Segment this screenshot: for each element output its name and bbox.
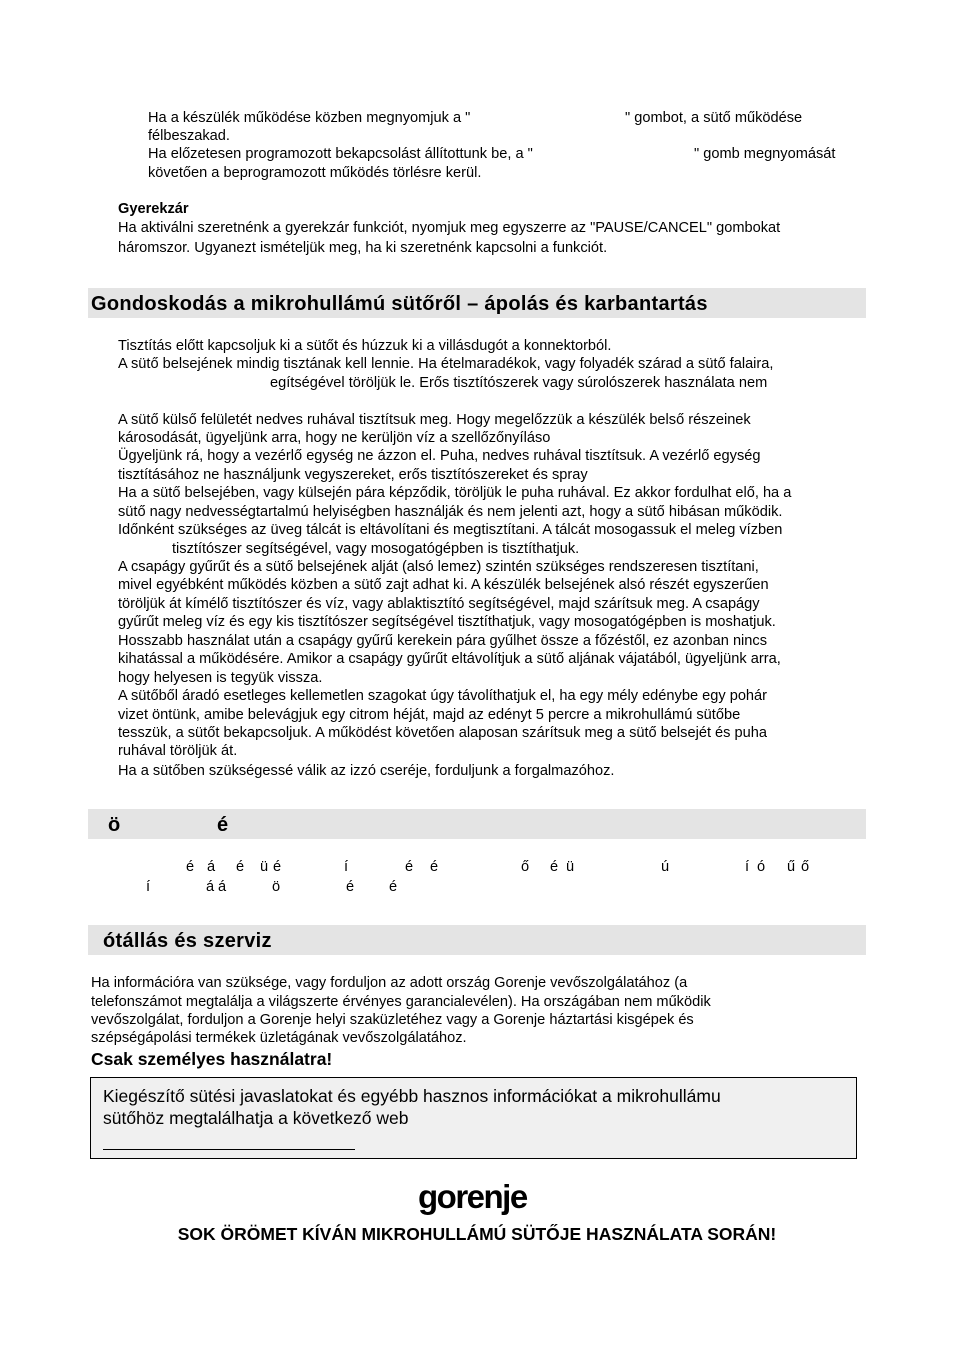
care-section-header: [88, 288, 866, 318]
care-intro-line-1: Tisztítás előtt kapcsoljuk ki a sütőt és húzzuk ki a villásdugót a konnektorból.: [118, 338, 612, 354]
care-intro-line-3: egítségével töröljük le. Erős tisztítószerek vagy súrolószerek használata nem: [270, 375, 768, 391]
care-body-line: kihatással a működésére. Amikor a csapágy gyűrűt eltávolítjuk a sütő aljának vájatából, ügyeljünk arra,: [118, 651, 781, 667]
care-body-line: Ha a sütő belsejében, vagy külsején pára képződik, töröljük le puha ruhával. Ez akkor fordulhat elő, ha a: [118, 485, 792, 501]
environment-glyph: í: [745, 859, 750, 875]
environment-title-char-1: ö: [108, 814, 121, 836]
care-section-title: Gondoskodás a mikrohullámú sütőről – ápolás és karbantartás: [91, 293, 708, 315]
environment-glyph: ó: [757, 859, 766, 875]
environment-glyph: ö: [272, 879, 281, 895]
environment-glyph: é: [346, 879, 355, 895]
environment-glyph: é: [236, 859, 245, 875]
care-body-line: Időnként szükséges az üveg tálcát is eltávolítani és megtisztítani. A tálcát mosogassuk el meleg vízben: [118, 522, 783, 538]
care-body-line: Hosszabb használat után a csapágy gyűrű kerekein pára gyűlhet össze a főzéstől, ez azonban nincs: [118, 633, 768, 649]
personal-use-note: Csak személyes használatra!: [91, 1049, 333, 1069]
environment-glyph: á: [218, 879, 227, 895]
care-body-line: hogy helyesen is tegyük vissza.: [118, 670, 323, 686]
pause-text-line-4: követően a beprogramozott működés törlésre kerül.: [148, 165, 482, 181]
care-body-line: ruhával töröljük át.: [118, 743, 238, 759]
child-lock-line-1: Ha aktiválni szeretnénk a gyerekzár funkciót, nyomjuk meg egyszerre az "PAUSE/CANCEL" gombokat: [118, 220, 781, 236]
child-lock-line-2: háromszor. Ugyanezt ismételjük meg, ha ki szeretnénk kapcsolni a funkciót.: [118, 240, 608, 256]
care-body-line: vizet öntünk, amibe belevágjuk egy citrom héját, majd az edényt 5 percre a mikrohullámú sütőbe: [118, 707, 741, 723]
environment-glyph: ú: [661, 859, 670, 875]
pause-text-line-1b: " gombot, a sütő működése: [625, 110, 803, 126]
service-section-title: ótállás és szerviz: [103, 930, 272, 952]
web-info-line-1: Kiegészítő sütési javaslatokat és egyébb hasznos információkat a mikrohullámu: [103, 1086, 721, 1106]
care-body-line: A sütő külső felületét nedves ruhával tisztítsuk meg. Hogy megelőzzük a készülék belső részeinek: [118, 412, 751, 428]
environment-glyph: í: [344, 859, 349, 875]
web-info-line-2: sütőhöz megtalálhatja a következő web: [103, 1108, 409, 1128]
pause-text-line-3b: " gomb megnyomását: [694, 146, 836, 162]
closing-message: SOK ÖRÖMET KÍVÁN MIKROHULLÁMÚ SÜTŐJE HASZNÁLATA SORÁN!: [177, 1224, 777, 1244]
child-lock-title: Gyerekzár: [118, 201, 189, 217]
service-section-header: [88, 925, 866, 955]
environment-glyph: é: [550, 859, 559, 875]
environment-glyph: á: [206, 879, 215, 895]
environment-glyph: ü: [260, 859, 269, 875]
environment-glyph: é: [405, 859, 414, 875]
environment-glyph: ő: [521, 859, 530, 875]
pause-text-line-3a: Ha előzetesen programozott bekapcsolást állítottunk be, a ": [148, 146, 533, 162]
environment-title-char-2: é: [217, 814, 229, 836]
care-body-line: A csapágy gyűrűt és a sütő belsejének alját (alsó lemez) szintén szükséges rendszeresen tisztítani,: [118, 559, 759, 575]
care-body-line: tesszük, a sütőt bekapcsoljuk. A működést követően alaposan szárítsuk meg a sütő belsejét és puha: [118, 725, 767, 741]
care-intro-line-2: A sütő belsejének mindig tisztának kell lennie. Ha ételmaradékok, vagy folyadék szárad a sütő falaira,: [118, 356, 774, 372]
web-info-box: [90, 1077, 857, 1159]
environment-glyph: ű: [787, 859, 796, 875]
environment-glyph: é: [186, 859, 195, 875]
pause-text-line-2: félbeszakad.: [148, 128, 230, 144]
care-body-line: tisztításához ne használjunk vegyszereket, erős tisztítószereket és spray: [118, 467, 588, 483]
service-line-1: Ha információra van szüksége, vagy forduljon az adott ország Gorenje vevőszolgálatához (a: [91, 975, 688, 991]
care-body-line: mivel egyébként működés közben a sütő zajt adhat ki. A készülék belsejének alsó részét egyszerűen: [118, 577, 769, 593]
environment-glyph: ő: [801, 859, 810, 875]
care-body-line: károsodását, ügyeljünk arra, hogy ne kerüljön víz a szellőzőnyíláso: [118, 430, 551, 446]
web-address-underline: [103, 1149, 355, 1150]
care-body-line: sütő nagy nedvességtartalmú helyiségben használják és nem jelenti azt, hogy a sütő hibásan működik.: [118, 504, 783, 520]
environment-section-header: [88, 809, 866, 839]
care-body-line: töröljük át kímélő tisztítószer és víz, vagy ablaktisztító segítségével, majd szárítsuk meg. A csapágy: [118, 596, 760, 612]
environment-glyph: í: [146, 879, 151, 895]
environment-glyph: ü: [566, 859, 575, 875]
environment-glyph: é: [389, 879, 398, 895]
environment-glyph: á: [207, 859, 216, 875]
care-body-line: Ügyeljünk rá, hogy a vezérlő egység ne ázzon el. Puha, nedves ruhával tisztítsuk. A vezérlő egység: [118, 448, 761, 464]
service-line-4: szépségápolási termékek üzletágának vevőszolgálatához.: [91, 1030, 467, 1046]
care-body-line: Ha a sütőben szükségessé válik az izzó cseréje, forduljunk a forgalmazóhoz.: [118, 763, 615, 779]
service-line-2: telefonszámot megtalálja a világszerte érvényes garancialevélen). Ha országában nem működik: [91, 994, 711, 1010]
environment-glyph: é: [273, 859, 282, 875]
pause-text-line-1a: Ha a készülék működése közben megnyomjuk a ": [148, 110, 471, 126]
gorenje-logo: gorenje: [418, 1178, 527, 1215]
environment-glyph: é: [430, 859, 439, 875]
care-body-line: A sütőből áradó esetleges kellemetlen szagokat úgy távolíthatjuk el, ha egy mély edénybe egy pohár: [118, 688, 768, 704]
care-body-line: gyűrűt meleg víz és egy kis tisztítószer segítségével tisztíthatjuk, vagy mosogatógépben is moshatjuk.: [118, 614, 776, 630]
care-body-line: tisztítószer segítségével, vagy mosogatógépben is tisztíthatjuk.: [172, 541, 580, 557]
service-line-3: vevőszolgálat, forduljon a Gorenje helyi szaküzletéhez vagy a Gorenje háztartási kisgépek és: [91, 1012, 694, 1028]
